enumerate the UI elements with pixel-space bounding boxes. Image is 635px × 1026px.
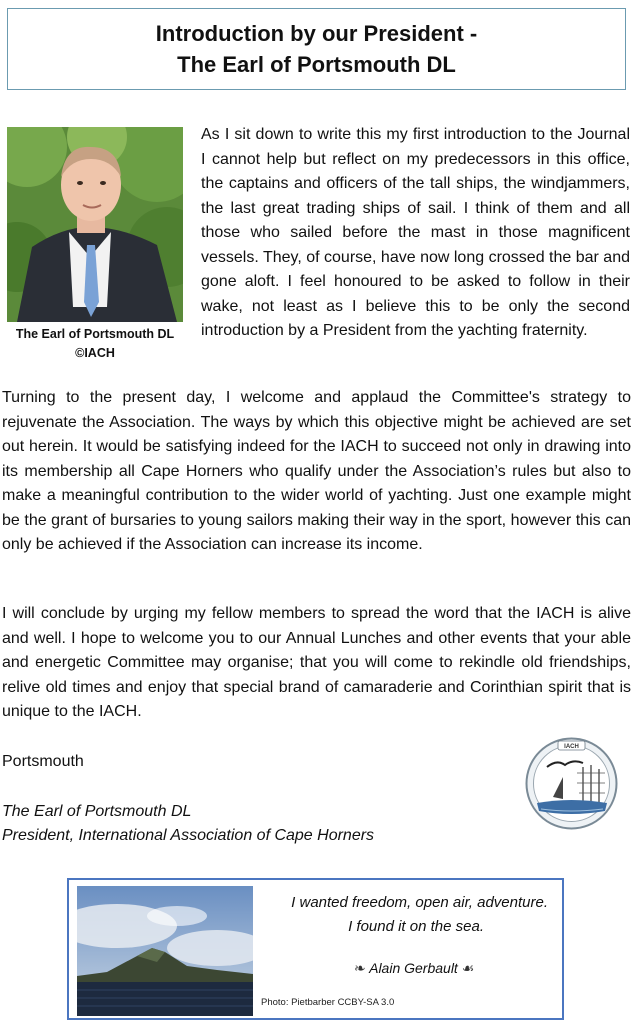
body-paragraph-3: I will conclude by urging my fellow members to spread the word that the IACH is alive and well. I hope to welcome you to our Annual Lunches and other events that your able and energetic Committee may organise; that you will come to rekindle old friendships, relive old times and enjoy that special brand of camaraderie and Corinthian spirit that is unique to the IACH. (2, 605, 631, 720)
page-title-line2: The Earl of Portsmouth DL (177, 52, 456, 77)
left-ornament-icon: ❧ (354, 960, 366, 976)
quote-line-2: I found it on the sea. (348, 918, 484, 935)
quote-line-1: I wanted freedom, open air, adventure. (291, 894, 548, 911)
photo-credit: Photo: Pietbarber CCBY-SA 3.0 (261, 997, 395, 1008)
right-ornament-icon: ☙ (461, 960, 475, 976)
intro-paragraph: As I sit down to write this my first introduction to the Journal I cannot help but reflect on my predecessors in this office, the captains and officers of the tall ships, the windjammers, the last great trading ships of sail. I think of them and all those who sailed before the mast in those magnificent vessels. They, of course, have now long crossed the bar and gone aloft. I feel honoured to be asked to follow in their wake, not least as I believe this to be only the second introduction by a President from the yachting fraternity. (201, 126, 630, 339)
signoff-place: Portsmouth (2, 753, 84, 770)
president-portrait (7, 127, 183, 322)
caption-line1: The Earl of Portsmouth DL (15, 327, 175, 341)
quote-author (354, 960, 474, 977)
cape-horn-photo (77, 886, 253, 1016)
signoff-title: President, International Association of Cape Horners (2, 827, 375, 844)
iach-seal-logo (525, 737, 618, 830)
quote-author-name: Alain Gerbault (369, 960, 458, 976)
signoff-name: The Earl of Portsmouth DL (2, 803, 192, 820)
quote-box (67, 878, 564, 1020)
seal-label: IACH (564, 744, 579, 750)
portrait-caption (0, 325, 190, 363)
page-title-line1: Introduction by our President - (155, 21, 478, 46)
body-paragraph-2: Turning to the present day, I welcome and applaud the Committee's strategy to rejuvenate the Association. The ways by which this objective might be achieved are set out herein. It would be satisfying indeed for the IACH to succeed not only in drawing into its membership all Cape Horners who qualify under the Association’s rules but also to make a meaningful contribution to the wider world of yachting. Just one example might be the grant of bursaries to young sailors making their way in the sport, however this can only be achieved if the Association can increase its income. (2, 389, 631, 553)
caption-line2: ©IACH (75, 346, 115, 360)
title-box (7, 8, 626, 90)
